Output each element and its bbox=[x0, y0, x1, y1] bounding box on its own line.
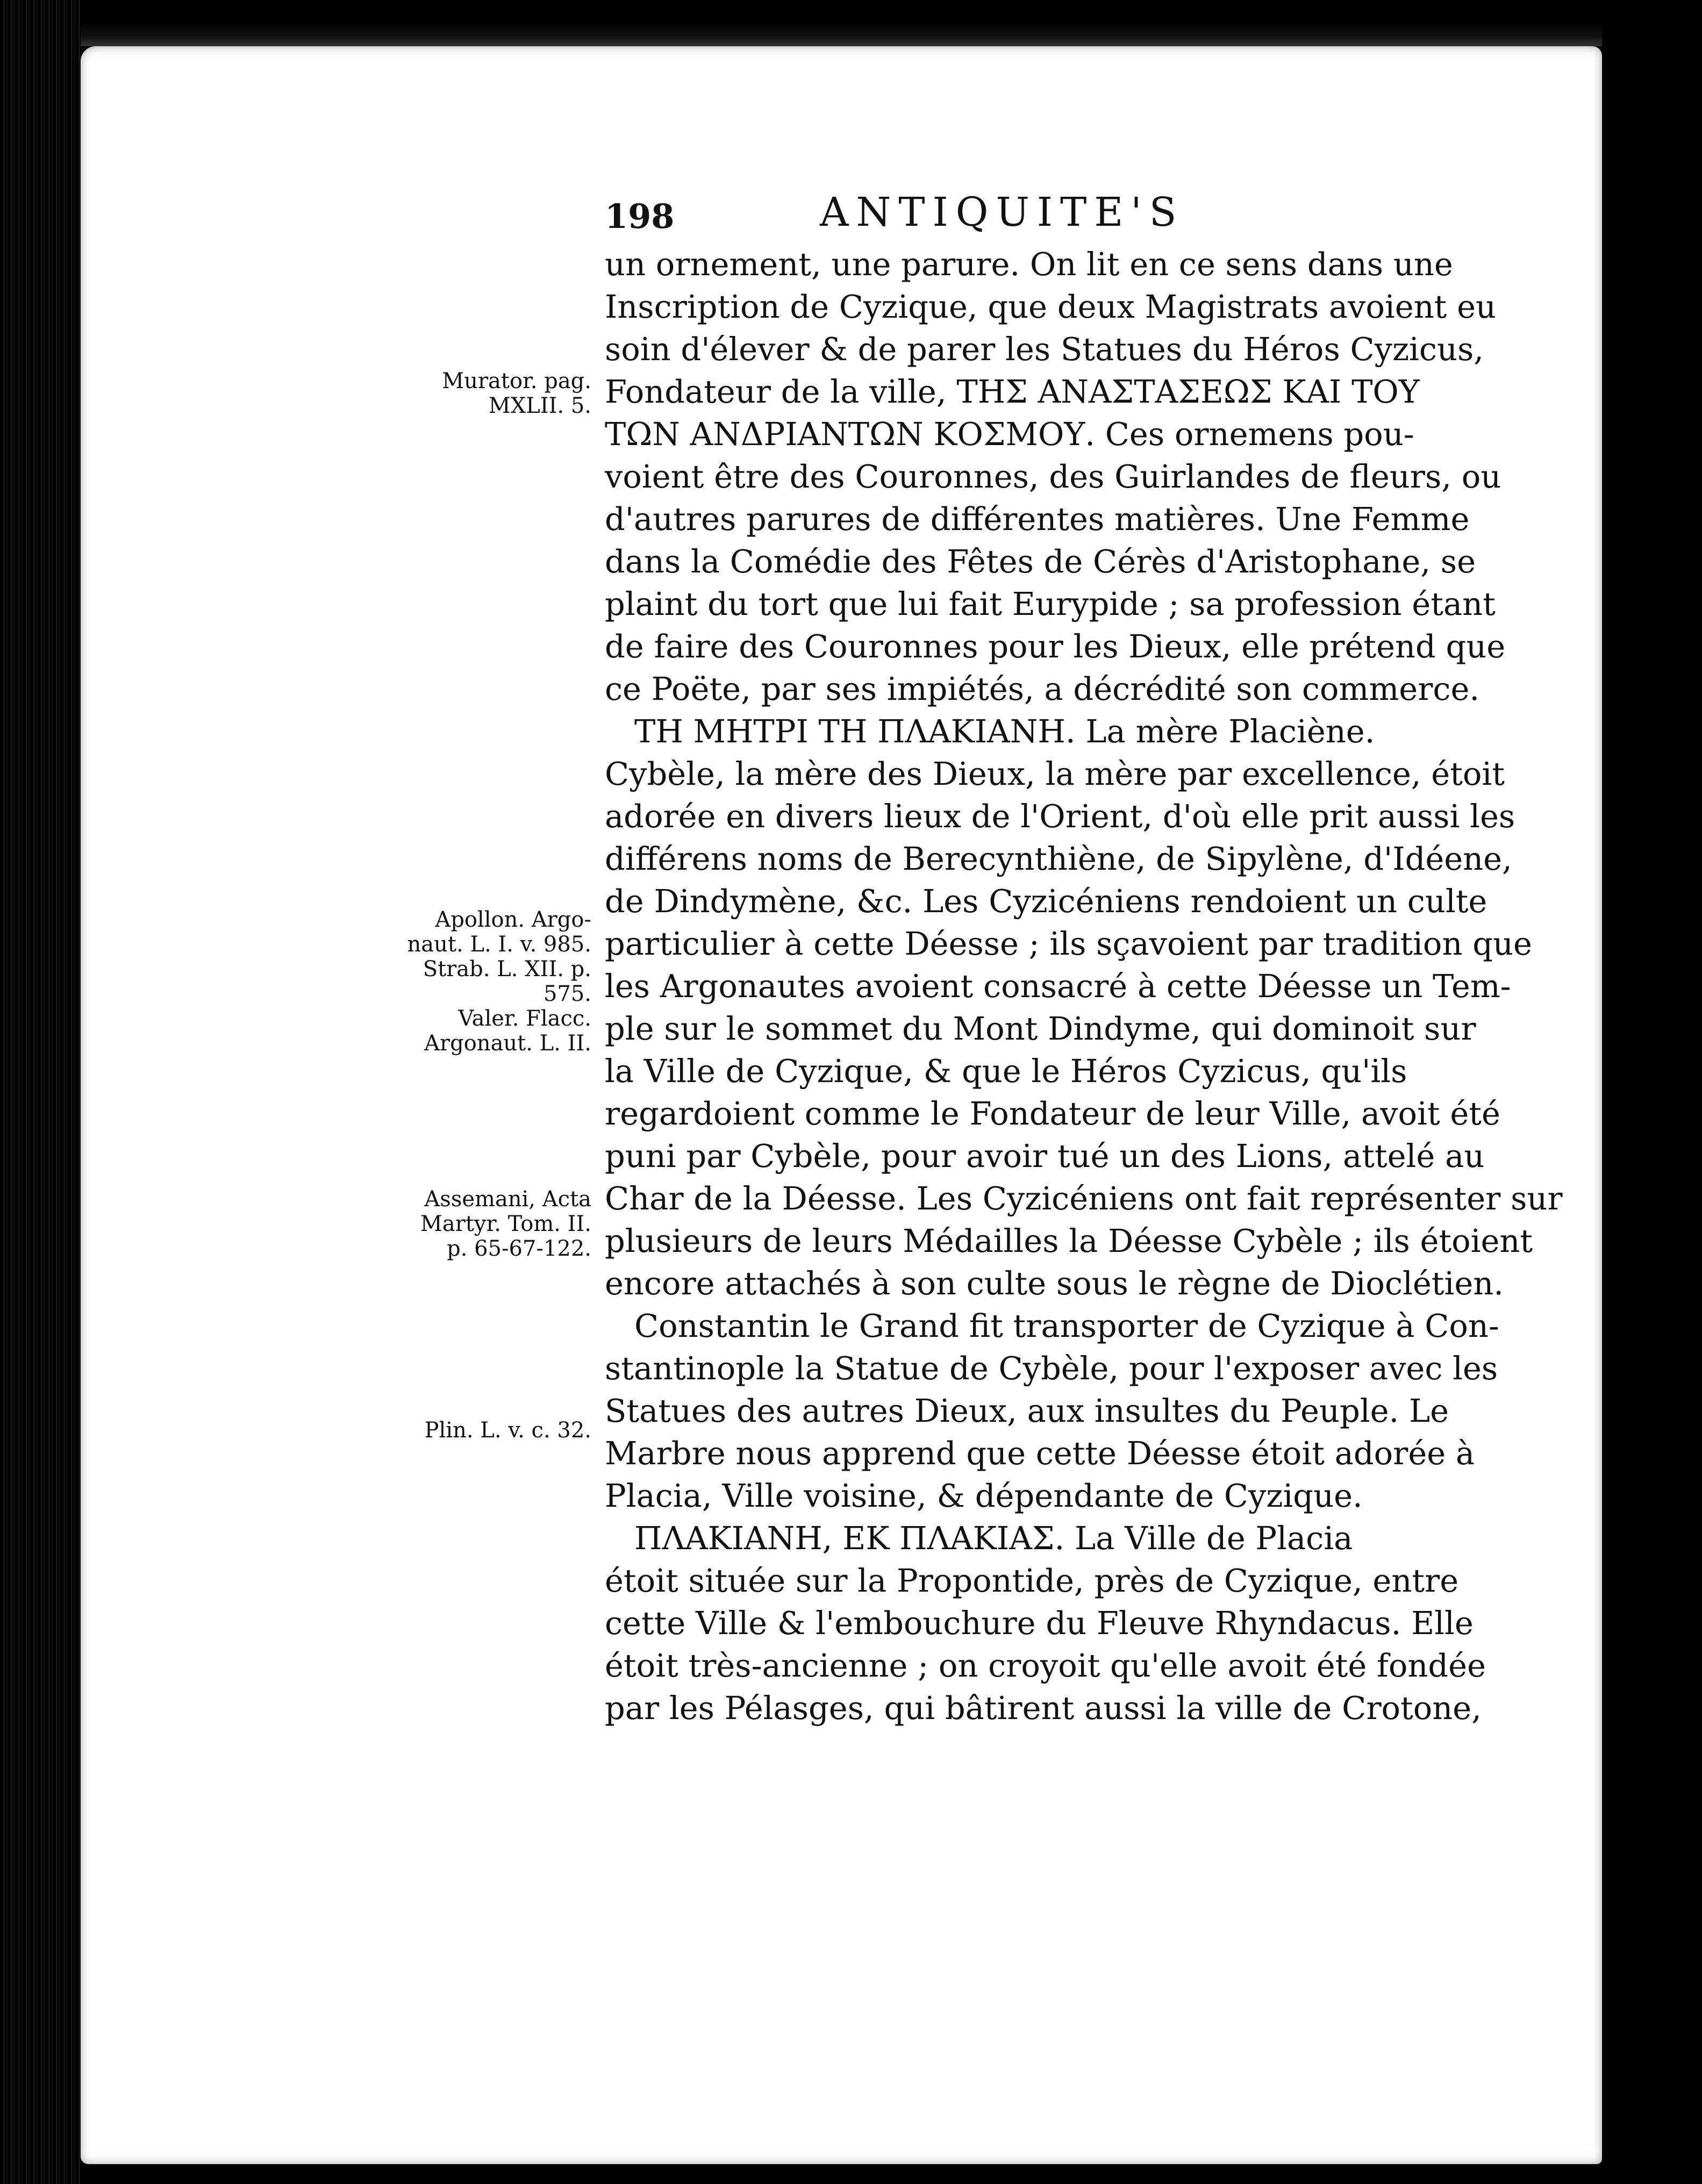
text-line: stantinople la Statue de Cybèle, pour l'exposer avec les bbox=[605, 1350, 1498, 1387]
page-number: 198 bbox=[605, 197, 675, 236]
text-line: étoit très-ancienne ; on croyoit qu'elle avoit été fondée bbox=[605, 1647, 1486, 1684]
text-line: adorée en divers lieux de l'Orient, d'où elle prit aussi les bbox=[605, 798, 1515, 835]
text-line: puni par Cybèle, pour avoir tué un des Lions, attelé au bbox=[605, 1137, 1485, 1175]
text-line: étoit située sur la Propontide, près de Cyzique, entre bbox=[605, 1562, 1459, 1599]
text-line: Fondateur de la ville, ΤΗΣ ΑΝΑΣΤΑΣΕΩΣ ΚΑΙ ΤΟΥ bbox=[605, 373, 1420, 410]
text-line: cette Ville & l'embouchure du Fleuve Rhyndacus. Elle bbox=[605, 1605, 1474, 1642]
text-line: de faire des Couronnes pour les Dieux, elle prétend que bbox=[605, 628, 1506, 665]
text-line: la Ville de Cyzique, & que le Héros Cyzicus, qu'ils bbox=[605, 1052, 1407, 1090]
margin-note-line: Strab. L. XII. p. bbox=[423, 957, 591, 982]
text-line: un ornement, une parure. On lit en ce sens dans une bbox=[605, 246, 1453, 283]
text-line: Marbre nous apprend que cette Déesse étoit adorée à bbox=[605, 1435, 1475, 1472]
text-line: regardoient comme le Fondateur de leur Ville, avoit été bbox=[605, 1095, 1500, 1132]
text-line: soin d'élever & de parer les Statues du Héros Cyzicus, bbox=[605, 331, 1484, 368]
margin-note-line: p. 65-67-122. bbox=[447, 1236, 591, 1261]
margin-note-assemani bbox=[371, 1187, 591, 1261]
margin-note-line: Apollon. Argo- bbox=[435, 907, 591, 932]
text-line: de Dindymène, &c. Les Cyzicéniens rendoient un culte bbox=[605, 883, 1488, 920]
text-line: par les Pélasges, qui bâtirent aussi la ville de Crotone, bbox=[605, 1689, 1482, 1727]
text-line: plaint du tort que lui fait Eurypide ; sa profession étant bbox=[605, 585, 1496, 622]
text-line: plusieurs de leurs Médailles la Déesse Cybèle ; ils étoient bbox=[605, 1222, 1533, 1259]
margin-note-pliny bbox=[371, 1418, 591, 1443]
text-line: Placia, Ville voisine, & dépendante de Cyzique. bbox=[605, 1477, 1363, 1514]
margin-note-line: Murator. pag. bbox=[442, 369, 591, 393]
page-left-edge bbox=[0, 0, 81, 2184]
running-header bbox=[605, 187, 1263, 246]
text-line: Statues des autres Dieux, aux insultes du Peuple. Le bbox=[605, 1392, 1449, 1429]
text-line: les Argonautes avoient consacré à cette Déesse un Tem- bbox=[605, 968, 1511, 1005]
margin-note-apollonius bbox=[371, 907, 591, 1056]
page-top-edge bbox=[81, 22, 1602, 46]
margin-note-line: Argonaut. L. II. bbox=[424, 1031, 591, 1056]
text-line: ΤΗ ΜΗΤΡΙ ΤΗ ΠΛΑΚΙΑΝΗ. La mère Placiène. bbox=[634, 713, 1375, 750]
margin-note-line: Plin. L. v. c. 32. bbox=[424, 1418, 591, 1443]
text-line: Cybèle, la mère des Dieux, la mère par excellence, étoit bbox=[605, 755, 1505, 792]
text-line: ple sur le sommet du Mont Dindyme, qui dominoit sur bbox=[605, 1010, 1476, 1047]
running-head-title: ANTIQUITE'S bbox=[820, 189, 1184, 235]
margin-note-line: 575. bbox=[543, 982, 591, 1006]
margin-note-muratori bbox=[371, 369, 591, 418]
text-line: ΠΛΑΚΙΑΝΗ, ΕΚ ΠΛΑΚΙΑΣ. La Ville de Placia bbox=[634, 1520, 1353, 1557]
text-line: Constantin le Grand fit transporter de Cyzique à Con- bbox=[634, 1307, 1499, 1344]
margin-note-line: naut. L. I. v. 985. bbox=[407, 932, 591, 957]
text-line: ΤΩΝ ΑΝΔΡΙΑΝΤΩΝ ΚΟΣΜΟΥ. Ces ornemens pou- bbox=[605, 416, 1414, 453]
text-line: ce Poëte, par ses impiétés, a décrédité son commerce. bbox=[605, 670, 1480, 707]
margin-note-line: Assemani, Acta bbox=[424, 1187, 591, 1212]
body-text bbox=[605, 243, 1563, 1729]
margin-note-line: MXLII. 5. bbox=[488, 393, 591, 418]
text-line: particulier à cette Déesse ; ils sçavoient par tradition que bbox=[605, 925, 1532, 962]
text-line: voient être des Couronnes, des Guirlandes de fleurs, ou bbox=[605, 458, 1501, 495]
text-line: différens noms de Berecynthiène, de Sipylène, d'Idéene, bbox=[605, 840, 1512, 877]
text-line: d'autres parures de différentes matières. Une Femme bbox=[605, 500, 1470, 538]
text-line: encore attachés à son culte sous le règne de Dioclétien. bbox=[605, 1265, 1504, 1302]
text-line: dans la Comédie des Fêtes de Cérès d'Aristophane, se bbox=[605, 543, 1476, 580]
margin-note-line: Martyr. Tom. II. bbox=[420, 1212, 591, 1236]
text-line: Inscription de Cyzique, que deux Magistrats avoient eu bbox=[605, 288, 1497, 325]
text-line: Char de la Déesse. Les Cyzicéniens ont fait représenter sur bbox=[605, 1180, 1563, 1217]
margin-note-line: Valer. Flacc. bbox=[458, 1006, 591, 1031]
